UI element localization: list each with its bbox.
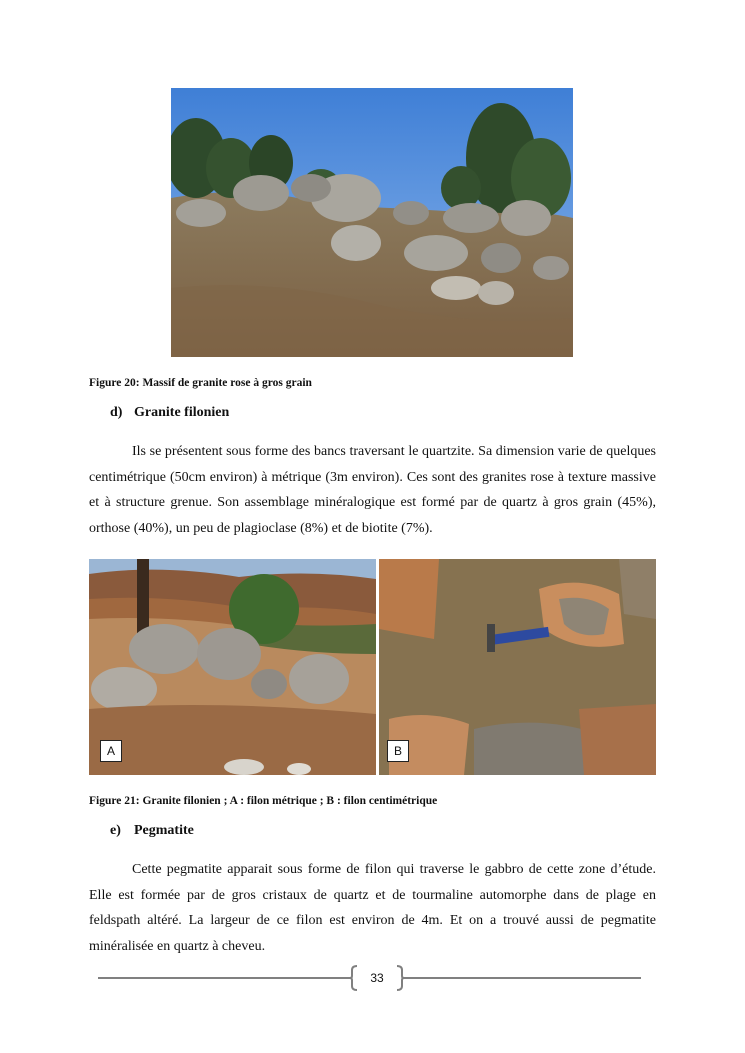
section-d-heading [110,405,229,421]
paragraph-e-text: Cette pegmatite apparait sous forme de filon qui traverse le gabbro de cette zone d’étude. Elle est formée par de gros cristaux de quartz et de tourmaline automorphe dans de plage en feldspath altéré. La largeur de ce filon est environ de 4m. Et on a trouvé aussi de pegmatite minéralisée en quartz à cheveu. [89,862,656,954]
footer-rule-left [98,977,350,979]
section-e-heading [110,823,194,839]
paragraph-d [89,439,656,541]
figure-21-panel-b-photo [379,559,656,775]
figure-20-caption: Figure 20: Massif de granite rose à gros grain [89,377,312,389]
figure-21-panel-a-label: A [100,740,122,762]
figure-20-photo [171,88,573,357]
page-number-box [350,965,404,991]
page-number: 33 [370,971,384,985]
right-bracket-icon [396,965,404,991]
section-e-title: Pegmatite [134,823,194,838]
section-d-title: Granite filonien [134,405,230,420]
footer-rule-right [404,977,641,979]
figure-21-panel-a-photo [89,559,376,775]
figure-21-panel-b-label: B [387,740,409,762]
paragraph-e [89,857,656,959]
section-e-letter: e) [110,823,121,838]
left-bracket-icon [350,965,358,991]
figure-21-caption: Figure 21: Granite filonien ; A : filon métrique ; B : filon centimétrique [89,795,438,807]
section-d-letter: d) [110,405,123,420]
paragraph-d-text: Ils se présentent sous forme des bancs traversant le quartzite. Sa dimension varie de quelques centimétrique (50cm environ) à métrique (3m environ). Ces sont des granites rose à texture massive et à structure grenue. Son assemblage minéralogique est formé par de quartz à gros grain (45%), orthose (40%), un peu de plagioclase (8%) et de biotite (7%). [89,444,656,536]
